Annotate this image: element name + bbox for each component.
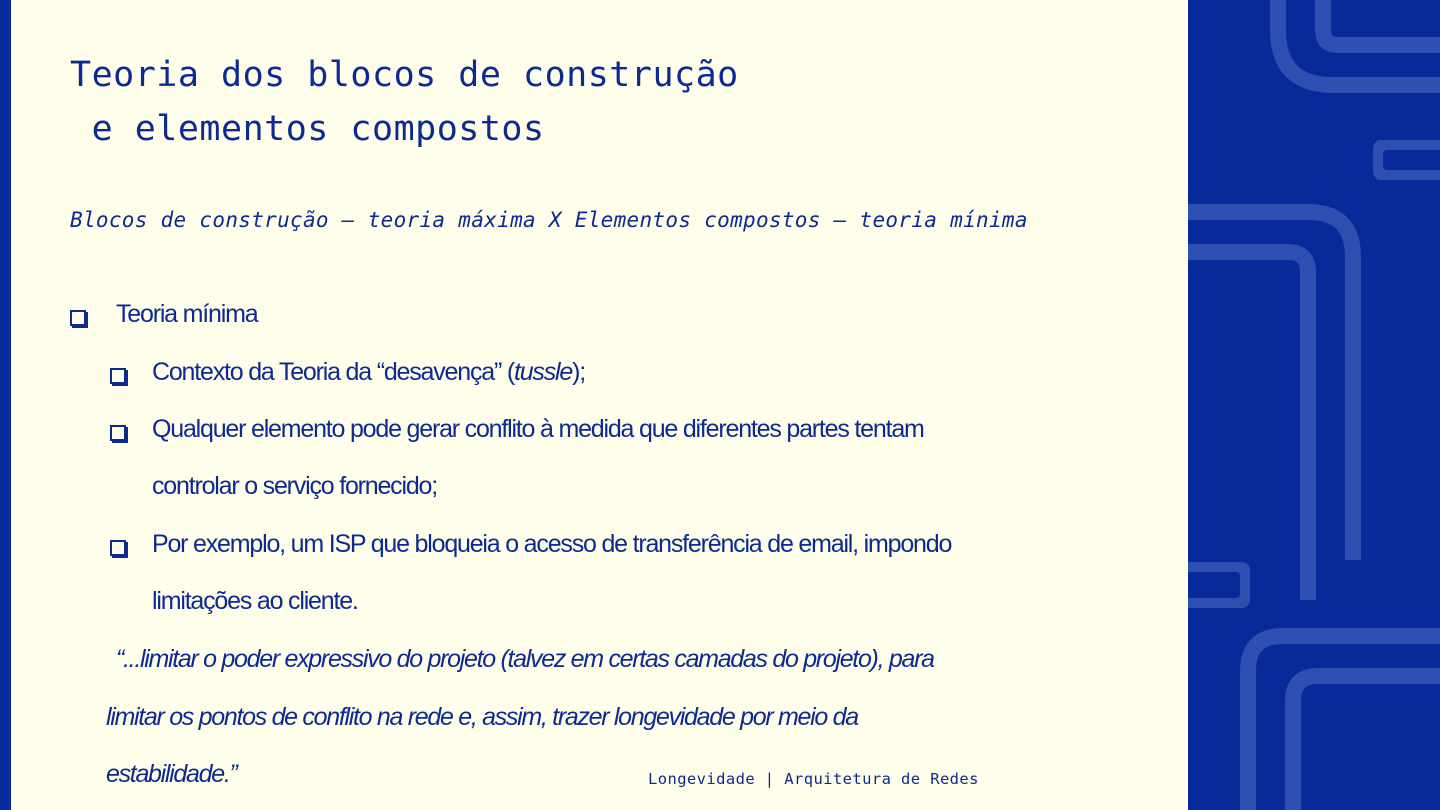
- left-accent-bar: [0, 0, 11, 810]
- sub-bullet-3-line-2: limitações ao cliente.: [152, 587, 358, 615]
- checkbox-bullet-icon: [70, 310, 86, 326]
- bullet-main: Teoria mínima: [116, 300, 258, 328]
- sub-bullet-2-line-2: controlar o serviço fornecido;: [152, 472, 437, 500]
- quote-line-3: estabilidade.”: [106, 760, 237, 788]
- slide-subtitle: Blocos de construção – teoria máxima X Elementos compostos – teoria mínima: [70, 208, 1028, 232]
- title-line-2: e elementos compostos: [70, 109, 545, 149]
- checkbox-bullet-icon: [110, 425, 126, 441]
- checkbox-bullet-icon: [110, 540, 126, 556]
- sub-bullet-2-line-1: Qualquer elemento pode gerar conflito à medida que diferentes partes tentam: [152, 415, 924, 443]
- sub-bullet-1-italic: tussle: [513, 358, 573, 386]
- decorative-panel: [1188, 0, 1440, 810]
- sub-bullet-1: [152, 358, 585, 387]
- slide-title: [70, 48, 739, 156]
- checkbox-bullet-icon: [110, 368, 126, 384]
- sub-bullet-1-text: Contexto da Teoria da “desavença” (: [152, 358, 514, 386]
- quote-line-2: limitar os pontos de conflito na rede e, assim, trazer longevidade por meio da: [106, 703, 858, 731]
- sub-bullet-3-line-1: Por exemplo, um ISP que bloqueia o acesso de transferência de email, impondo: [152, 530, 952, 558]
- title-line-1: Teoria dos blocos de construção: [70, 55, 739, 95]
- quote-line-1: “...limitar o poder expressivo do projeto (talvez em certas camadas do projeto), para: [116, 645, 934, 673]
- slide-footer: Longevidade | Arquitetura de Redes: [648, 770, 979, 788]
- decorative-pattern: [1188, 0, 1440, 810]
- sub-bullet-1-end: );: [572, 358, 585, 386]
